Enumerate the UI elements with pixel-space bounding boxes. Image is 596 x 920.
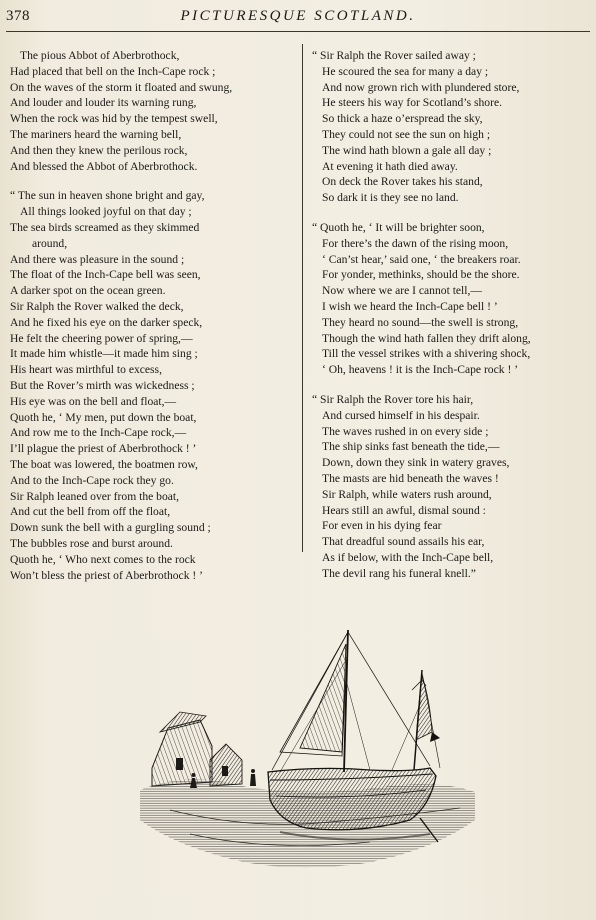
poem-line: At evening it hath died away. xyxy=(322,159,458,173)
poem-line: Had placed that bell on the Inch-Cape rock ; xyxy=(10,64,216,78)
poem-line: But the Rover’s mirth was wickedness ; xyxy=(10,378,195,392)
poem-line: Quoth he, ‘ Who next comes to the rock xyxy=(10,552,196,566)
poem-line: And row me to the Inch-Cape rock,— xyxy=(10,426,187,440)
poem-line: The mariners heard the warning bell, xyxy=(10,127,182,141)
poem-line: The devil rang his funeral knell.” xyxy=(322,566,476,580)
poem-line: “ The sun in heaven shone bright and gay, xyxy=(10,189,205,203)
poem-line: The float of the Inch-Cape bell was seen, xyxy=(10,268,201,282)
poem-stanza xyxy=(10,188,296,583)
poem-line: His eye was on the bell and float,— xyxy=(10,394,177,408)
poem-line: When the rock was hid by the tempest swell, xyxy=(10,112,218,126)
poem-stanza xyxy=(312,220,592,378)
poem-line: On the waves of the storm it floated and swung, xyxy=(10,80,233,94)
poem-line: “ Sir Ralph the Rover sailed away ; xyxy=(312,49,476,62)
poem-line: “ Quoth he, ‘ It will be brighter soon, xyxy=(312,220,485,234)
poem-line: Sir Ralph, while waters rush around, xyxy=(322,487,492,501)
poem-line: The wind hath blown a gale all day ; xyxy=(322,143,492,157)
poem-line: Won’t bless the priest of Aberbrothock ! ’ xyxy=(10,568,204,582)
poem-line: And there was pleasure in the sound ; xyxy=(10,252,185,266)
page-number: 378 xyxy=(6,8,30,24)
poem-line: So thick a haze o’erspread the sky, xyxy=(322,112,483,126)
poem-line: Sir Ralph leaned over from the boat, xyxy=(10,489,180,503)
poem-line: A darker spot on the ocean green. xyxy=(10,284,166,298)
poem-line: And to the Inch-Cape rock they go. xyxy=(10,473,174,487)
poem-line: They heard no sound—the swell is strong, xyxy=(322,315,519,329)
poem-line: He scoured the sea for many a day ; xyxy=(322,64,489,78)
poem-line: He felt the cheering power of spring,— xyxy=(10,331,193,345)
poem-line: That dreadful sound assails his ear, xyxy=(322,535,485,549)
poem-line: ‘ Oh, heavens ! it is the Inch-Cape rock ! ’ xyxy=(322,363,519,377)
poem-stanza xyxy=(312,392,592,582)
poem-line: Sir Ralph the Rover walked the deck, xyxy=(10,299,184,313)
poem-line: The waves rushed in on every side ; xyxy=(322,424,489,438)
running-head: PICTURESQUE SCOTLAND. xyxy=(180,8,416,24)
poem-line: Though the wind hath fallen they drift along, xyxy=(322,331,531,345)
poem-line: And louder and louder its warning rung, xyxy=(10,96,197,110)
poem-line: The masts are hid beneath the waves ! xyxy=(322,471,499,485)
poem-line: ‘ Can’st hear,’ said one, ‘ the breakers roar. xyxy=(322,252,521,266)
header-rule xyxy=(6,31,590,32)
poem-line: So dark it is they see no land. xyxy=(322,191,459,205)
poem-stanza xyxy=(10,48,296,174)
poem-line: Down, down they sink in watery graves, xyxy=(322,456,510,470)
poem-line: He steers his way for Scotland’s shore. xyxy=(322,96,502,110)
poem-line: around, xyxy=(32,236,68,250)
poem-line: His heart was mirthful to excess, xyxy=(10,363,162,377)
poem-line: I’ll plague the priest of Aberbrothock ! ’ xyxy=(10,442,197,456)
poem-line: Quoth he, ‘ My men, put down the boat, xyxy=(10,410,197,424)
poem-line: Hears still an awful, dismal sound : xyxy=(322,503,486,517)
poem-line: And now grown rich with plundered store, xyxy=(322,80,520,94)
poem-line: I wish we heard the Inch-Cape bell ! ’ xyxy=(322,299,498,313)
poem-line: And cursed himself in his despair. xyxy=(322,408,480,422)
poem-line: All things looked joyful on that day ; xyxy=(20,205,192,219)
poem-line: For even in his dying fear xyxy=(322,519,442,533)
poem-line: The ship sinks fast beneath the tide,— xyxy=(322,440,500,454)
poem-line: Now where we are I cannot tell,— xyxy=(322,284,482,298)
column-divider xyxy=(302,44,303,552)
poem-column-left xyxy=(10,48,296,597)
poem-line: They could not see the sun on high ; xyxy=(322,127,491,141)
poem-line: It made him whistle—it made him sing ; xyxy=(10,347,198,361)
poem-line: As if below, with the Inch-Cape bell, xyxy=(322,550,494,564)
poem-stanza xyxy=(312,48,592,206)
poem-column-right xyxy=(312,48,592,596)
poem-line: Till the vessel strikes with a shivering shock, xyxy=(322,347,531,361)
poem-line: The boat was lowered, the boatmen row, xyxy=(10,457,198,471)
poem-line: And cut the bell from off the float, xyxy=(10,505,171,519)
poem-line: And he fixed his eye on the darker speck, xyxy=(10,315,203,329)
poem-line: For there’s the dawn of the rising moon, xyxy=(322,236,509,250)
poem-line: “ Sir Ralph the Rover tore his hair, xyxy=(312,392,474,406)
poem-line: The bubbles rose and burst around. xyxy=(10,536,173,550)
poem-line: The sea birds screamed as they skimmed xyxy=(10,220,200,234)
poem-line: On deck the Rover takes his stand, xyxy=(322,175,483,189)
poem-line: And then they knew the perilous rock, xyxy=(10,143,188,157)
poem-line: The pious Abbot of Aberbrothock, xyxy=(20,49,180,62)
poem-line: Down sunk the bell with a gurgling sound ; xyxy=(10,521,211,535)
sailing-boat-engraving-icon xyxy=(130,620,480,880)
poem-line: And blessed the Abbot of Aberbrothock. xyxy=(10,159,198,173)
poem-line: For yonder, methinks, should be the shore. xyxy=(322,268,520,282)
